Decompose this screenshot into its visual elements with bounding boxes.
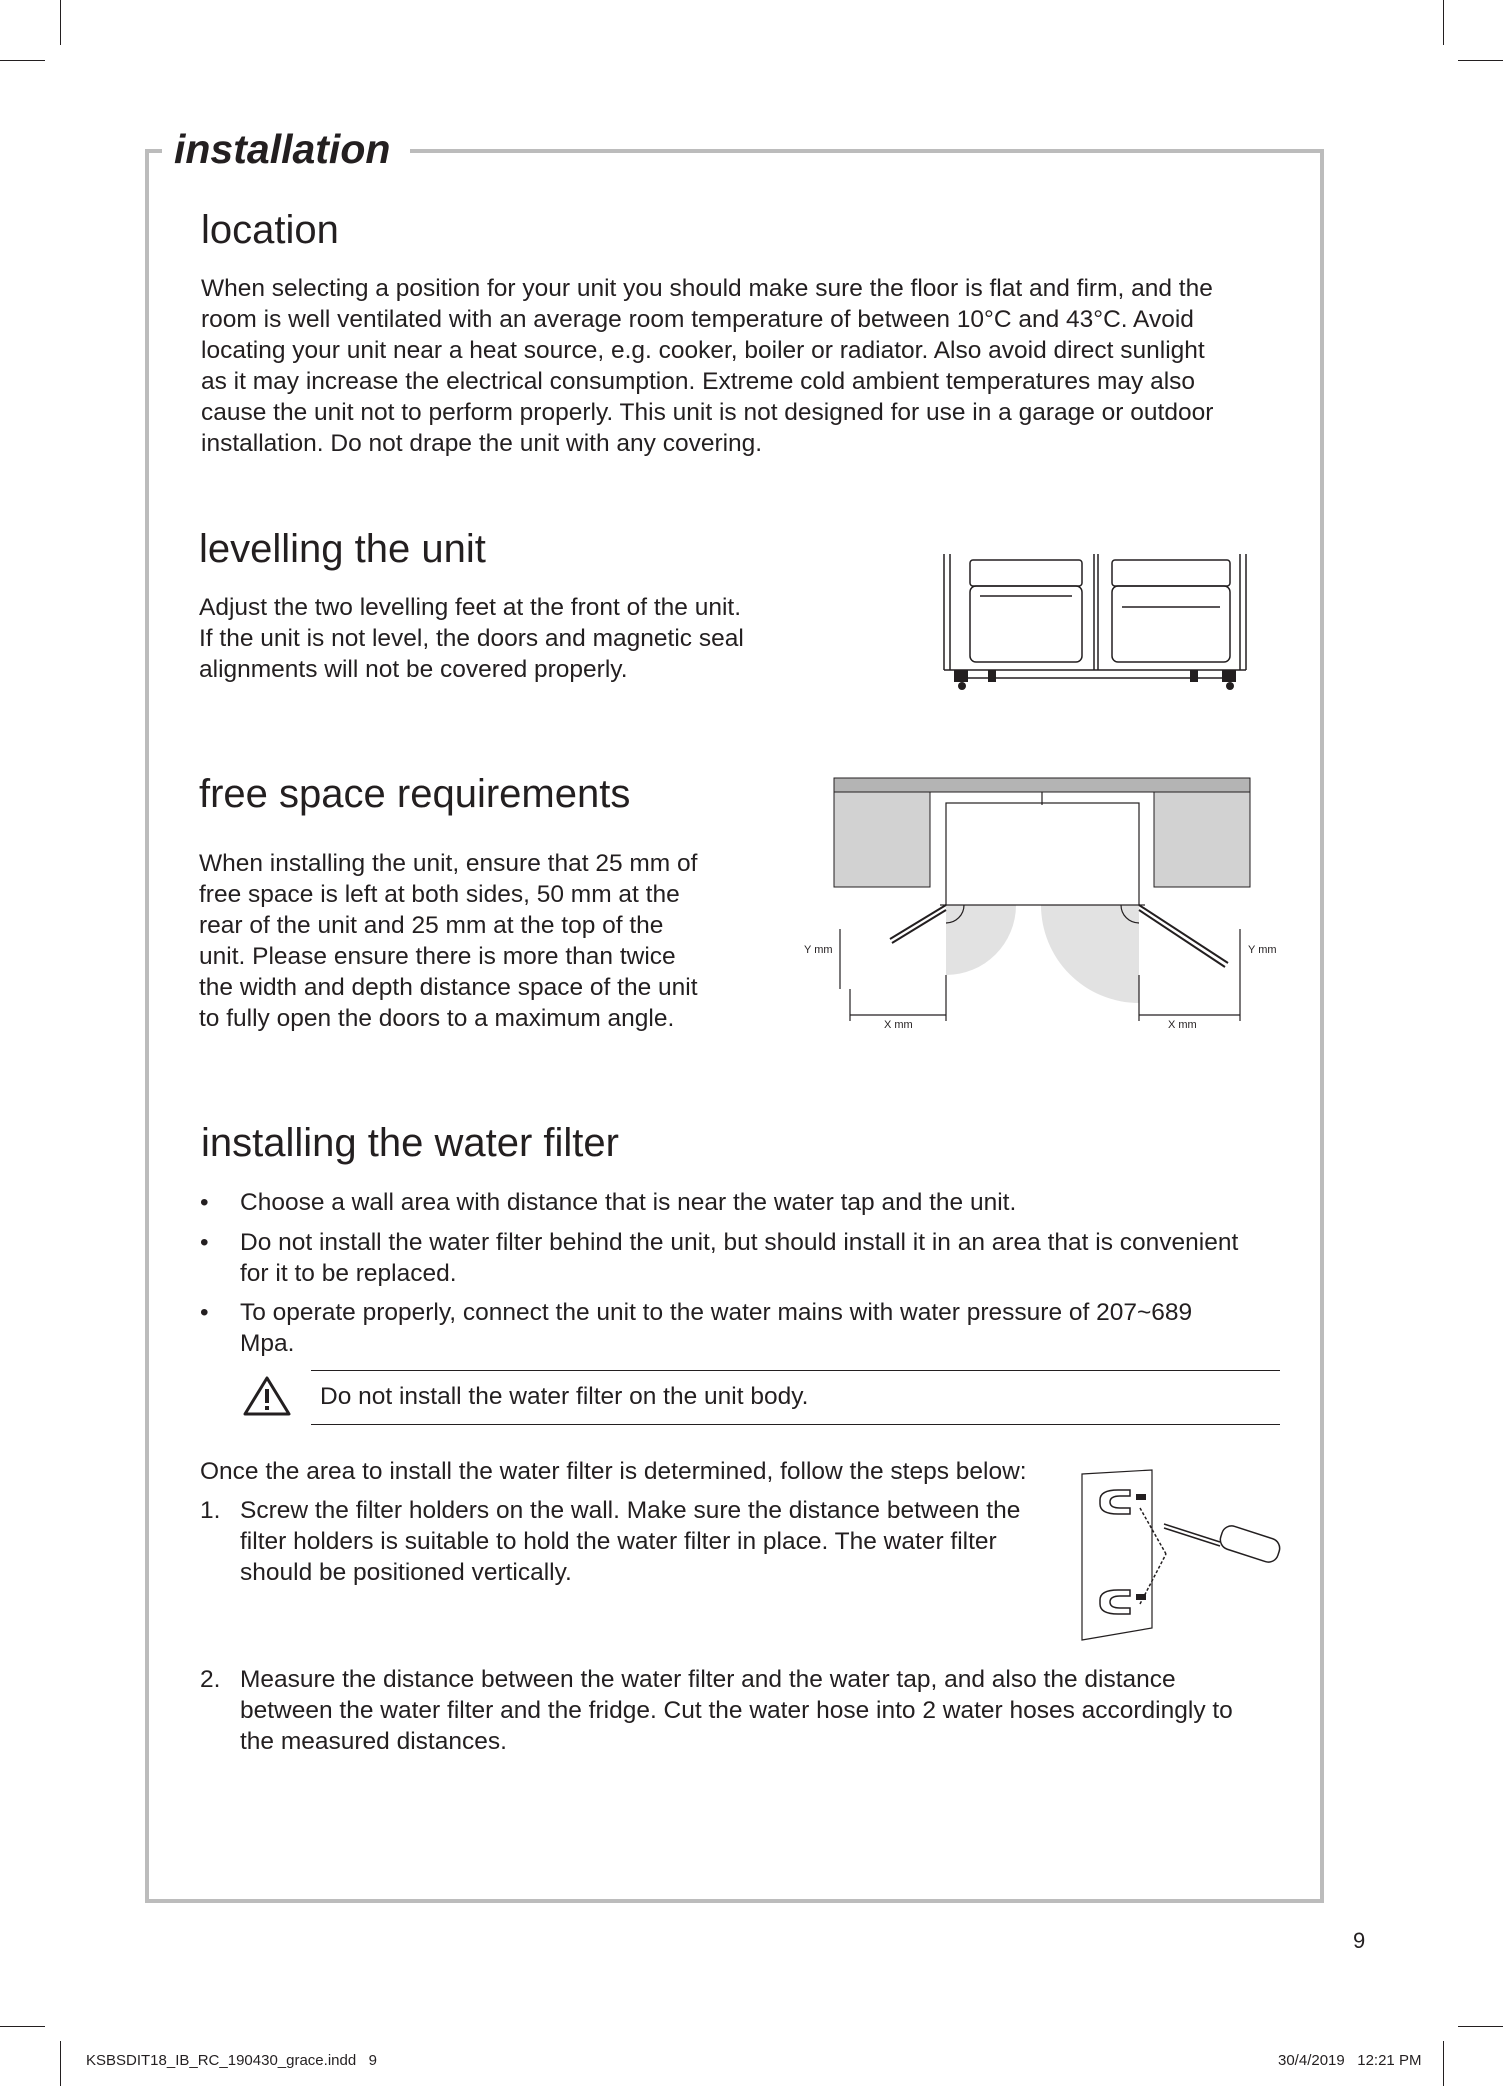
location-text: When selecting a position for your unit you should make sure the floor is flat and firm, and the room is well ventilated with an average room temperature of between 10°C and 43°C. Avoid locating your unit near a heat source, e.g. cooker, boiler or radiator. Also avoid direct sunlight as it may increase the electrical consumption. Extreme cold ambient temperatures may also cause the unit not to perform properly. This unit is not designed for use in a garage or outdoor installation. Do not drape the unit with any covering. xyxy=(201,275,1214,457)
x-dim-right-label: X mm xyxy=(1168,1019,1197,1031)
warning-top-rule xyxy=(311,1370,1280,1371)
crop-mark xyxy=(1443,0,1444,45)
free-space-text: When installing the unit, ensure that 25 mm of free space is left at both sides, 50 mm at the rear of the unit and 25 mm at the top of the unit. Please ensure there is more than twice the width and depth distance space of the unit to fully open the doors to a maximum angle. xyxy=(199,850,698,1032)
date-slug: 30/4/2019 12:21 PM xyxy=(1278,2052,1422,2069)
water-filter-heading: installing the water filter xyxy=(201,1121,619,1165)
crop-mark xyxy=(60,0,61,45)
crop-mark xyxy=(0,60,45,61)
free-space-diagram xyxy=(800,775,1300,1035)
levelling-text: Adjust the two levelling feet at the front of the unit. If the unit is not level, the doors and magnetic seal alignments will not be covered properly. xyxy=(199,594,744,683)
warning-icon xyxy=(242,1375,292,1417)
page-title: installation xyxy=(162,120,410,178)
page-number: 9 xyxy=(1353,1928,1366,1953)
y-dim-left-label: Y mm xyxy=(804,944,833,956)
file-slug: KSBSDIT18_IB_RC_190430_grace.indd 9 xyxy=(86,2052,378,2069)
x-dim-left-label: X mm xyxy=(884,1019,913,1031)
crop-mark xyxy=(1458,60,1503,61)
crop-mark xyxy=(0,2026,45,2027)
crop-mark xyxy=(1443,2041,1444,2086)
fridge-levelling-illustration xyxy=(940,552,1250,700)
warning-text: Do not install the water filter on the unit body. xyxy=(320,1383,809,1410)
free-space-heading: free space requirements xyxy=(199,772,631,816)
warning-bottom-rule xyxy=(311,1424,1280,1425)
crop-mark xyxy=(60,2041,61,2086)
location-heading: location xyxy=(201,208,339,252)
y-dim-right-label: Y mm xyxy=(1248,944,1277,956)
crop-mark xyxy=(1458,2026,1503,2027)
steps-intro: Once the area to install the water filter is determined, follow the steps below: xyxy=(200,1458,1027,1485)
levelling-heading: levelling the unit xyxy=(199,527,486,571)
filter-holder-illustration xyxy=(1080,1468,1290,1643)
